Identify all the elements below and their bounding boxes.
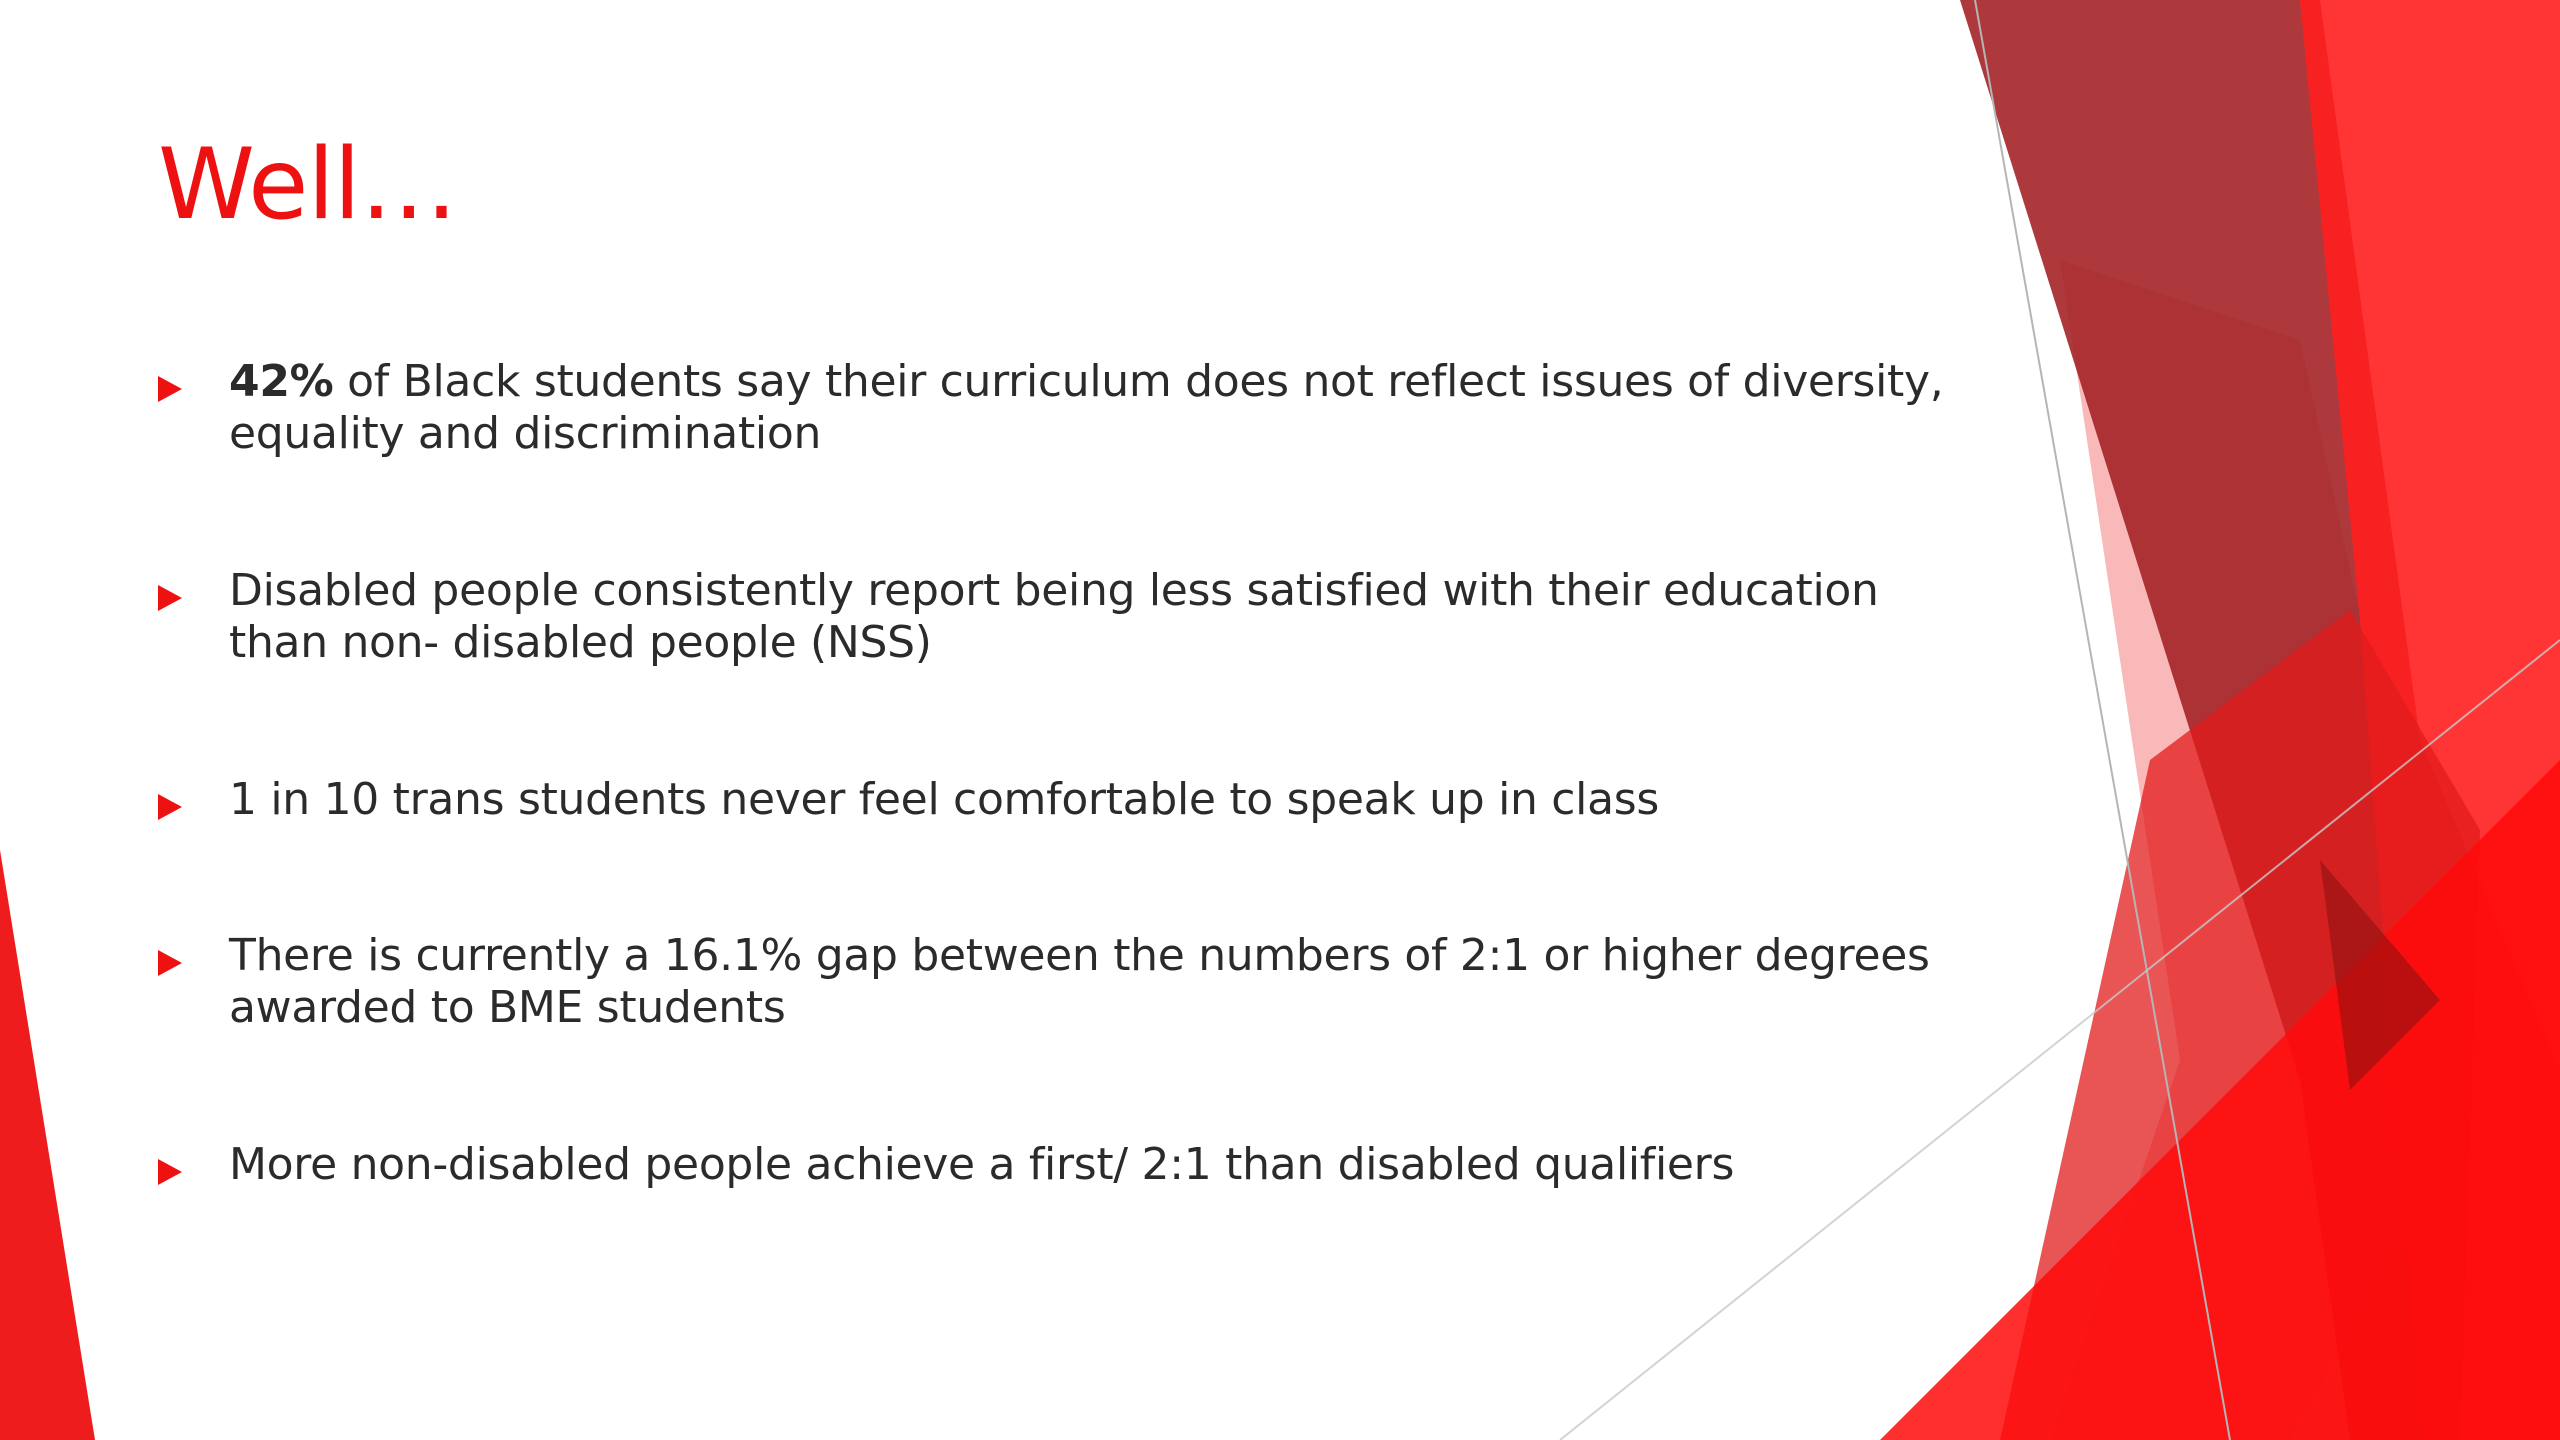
bullet-body-text: Disabled people consistently report being less satisfied with their education than non- disabled people (NSS) [229, 565, 1879, 668]
bullet-item-3 [158, 774, 1958, 826]
bullet-body-text: 1 in 10 trans students never feel comfortable to speak up in class [229, 774, 1659, 825]
slide-title: Well… [158, 128, 457, 242]
bullet-text [229, 565, 1958, 669]
bullet-body-text: There is currently a 16.1% gap between the numbers of 2:1 or higher degrees awarded to BME students [229, 930, 1930, 1033]
left-red-sliver-shape [0, 850, 95, 1440]
bullet-item-1 [158, 356, 1958, 460]
triangle-right-icon [158, 376, 182, 402]
triangle-right-icon [158, 585, 182, 611]
bullet-text [229, 1139, 1734, 1191]
bullet-text [229, 774, 1659, 826]
bullet-item-5 [158, 1139, 1958, 1191]
bullet-body-text: of Black students say their curriculum does not reflect issues of diversity, equality and discrimination [229, 356, 1944, 459]
triangle-right-icon [158, 1159, 182, 1185]
bullet-body-text: More non-disabled people achieve a first/ 2:1 than disabled qualifiers [229, 1139, 1735, 1190]
bullet-text [229, 930, 1958, 1034]
bullet-strong-text: 42% [229, 356, 334, 407]
bullet-item-2 [158, 565, 1958, 669]
bullet-text [229, 356, 1958, 460]
triangle-right-icon [158, 950, 182, 976]
triangle-right-icon [158, 794, 182, 820]
bullet-item-4 [158, 930, 1958, 1034]
